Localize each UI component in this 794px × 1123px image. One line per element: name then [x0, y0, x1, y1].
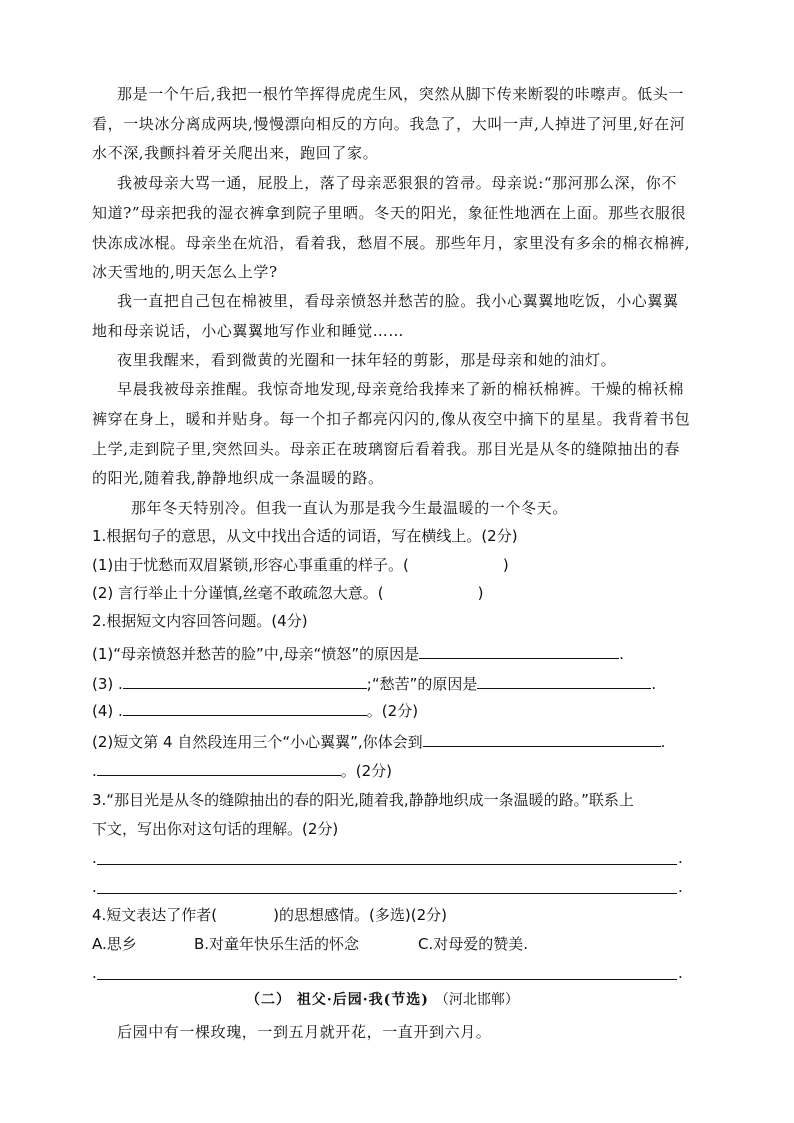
question-1-1-text: (1)由于忧愁而双眉紧锁,形容心事重重的样子。( [92, 556, 409, 574]
question-1-2-close: ) [477, 584, 484, 602]
question-4-title [92, 905, 447, 925]
question-3-answer-end-2: . [678, 878, 683, 896]
question-2-1-answer-blank[interactable] [419, 643, 619, 659]
question-2-1-text: (1)“母亲愤怒并愁苦的脸”中,母亲“愤怒”的原因是 [92, 645, 420, 663]
question-2-2-text: (2)短文第 4 自然段连用三个“小心翼翼”,你体会到 [92, 733, 423, 751]
question-2-3-answer-blank-a[interactable] [123, 673, 367, 689]
question-1-1-close: ) [502, 556, 509, 574]
passage-p2-line1: 我被母亲大骂一通，屁股上，落了母亲恶狠狠的笤帚。母亲说:“那河那么深，你不 [117, 174, 677, 192]
question-2-2 [92, 731, 665, 752]
passage-p5-line3: 上学,走到院子里,突然回头。母亲正在玻璃窗后看着我。那目光是从冬的缝隙抽出的春 [92, 440, 680, 458]
question-4-answer-line[interactable] [97, 979, 677, 980]
question-2-3-answer-blank-b[interactable] [477, 673, 651, 689]
question-2-title: 2.根据短文内容回答问题。(4分) [92, 612, 308, 630]
question-2-3-period: . [651, 675, 657, 693]
passage-p2-line3: 快冻成冰棍。母亲坐在炕沿，看着我，愁眉不展。那些年月，家里没有多余的棉衣棉裤, [92, 234, 691, 252]
question-2-2-cont [92, 760, 392, 781]
question-2-4-label: (4) . [92, 702, 123, 720]
question-3-line1: 3.“那目光是从冬的缝隙抽出的春的阳光,随着我,静静地织成一条温暖的路。”联系上 [92, 791, 634, 809]
passage-p2-line2: 知道?”母亲把我的湿衣裤拿到院子里晒。冬天的阳光，象征性地洒在上面。那些衣服很 [92, 204, 687, 222]
question-4-title-b: )的思想感情。(多选)(2分) [273, 906, 447, 924]
passage-p5-line2: 裤穿在身上，暖和并贴身。每一个扣子都亮闪闪的,像从夜空中摘下的星星。我背着书包 [92, 410, 691, 428]
question-2-4-score: 。(2分) [366, 702, 419, 720]
question-2-2-answer-blank[interactable] [423, 731, 661, 747]
question-4-answer-end: . [678, 964, 683, 982]
question-2-2-score: 。(2分) [340, 762, 393, 780]
passage-p3-line1: 我一直把自己包在棉被里，看母亲愤怒并愁苦的脸。我小心翼翼地吃饭，小心翼翼 [117, 292, 679, 310]
question-1-1 [92, 555, 509, 575]
question-2-3-label: (3) . [92, 675, 123, 693]
passage-p2-line4: 冰天雪地的,明天怎么上学? [92, 263, 278, 281]
question-4-option-a[interactable]: A.思乡 [92, 935, 137, 953]
question-4-option-c[interactable]: C.对母爱的赞美. [418, 935, 529, 953]
section-2-first-line: 后园中有一棵玫瑰，一到五月就开花，一直开到六月。 [117, 1023, 492, 1041]
passage-p1-line1: 那是一个午后,我把一根竹竿挥得虎虎生风，突然从脚下传来断裂的咔嚓声。低头一 [117, 85, 684, 103]
section-2-heading [246, 990, 519, 1010]
question-1-2 [92, 583, 484, 603]
question-2-2-answer-blank-2[interactable] [97, 760, 341, 776]
question-3-answer-dot-1: . [92, 849, 97, 867]
question-4-answer-dot: . [92, 964, 97, 982]
question-2-3 [92, 673, 656, 694]
question-3-line2: 下文，写出你对这句话的理解。(2分) [92, 820, 339, 838]
section-2-title: （二） 祖父·后园·我(节选) [246, 992, 429, 1008]
question-3-answer-line-1[interactable] [97, 864, 677, 865]
question-2-1 [92, 643, 624, 664]
question-3-answer-line-2[interactable] [97, 893, 677, 894]
question-4-option-b[interactable]: B.对童年快乐生活的怀念 [194, 935, 360, 953]
passage-p4-line1: 夜里我醒来，看到微黄的光圈和一抹年轻的剪影，那是母亲和她的油灯。 [117, 351, 617, 369]
passage-p3-line2: 地和母亲说话，小心翼翼地写作业和睡觉…… [92, 322, 405, 340]
question-2-4-answer-blank[interactable] [123, 700, 367, 716]
question-3-answer-end-1: . [678, 849, 683, 867]
passage-p1-line2: 看，一块冰分离成两块,慢慢漂向相反的方向。我急了，大叫一声,人掉进了河里,好在河 [92, 115, 686, 133]
question-2-4 [92, 700, 418, 721]
question-3-answer-dot-2: . [92, 878, 97, 896]
question-2-2-cont-dot: . [92, 762, 97, 780]
question-2-1-period: . [619, 645, 624, 663]
passage-p6-line1: 那年冬天特别冷。但我一直认为那是我今生最温暖的一个冬天。 [131, 499, 568, 517]
question-1-title: 1.根据句子的意思，从文中找出合适的词语，写在横线上。(2分) [92, 527, 518, 545]
question-1-2-text: (2) 言行举止十分谨慎,丝毫不敢疏忽大意。( [92, 584, 384, 602]
question-2-2-period: . [660, 733, 666, 751]
passage-p5-line1: 早晨我被母亲推醒。我惊奇地发现,母亲竟给我捧来了新的棉袄棉裤。干燥的棉袄棉 [117, 380, 684, 398]
question-4-title-a: 4.短文表达了作者( [92, 906, 218, 924]
passage-p1-line3: 水不深,我颤抖着牙关爬出来，跑回了家。 [92, 144, 379, 162]
section-2-source: （河北邯郸） [434, 992, 519, 1008]
question-2-3-text: ;“愁苦”的原因是 [366, 675, 478, 693]
passage-p5-line4: 的阳光,随着我,静静地织成一条温暖的路。 [92, 469, 384, 487]
